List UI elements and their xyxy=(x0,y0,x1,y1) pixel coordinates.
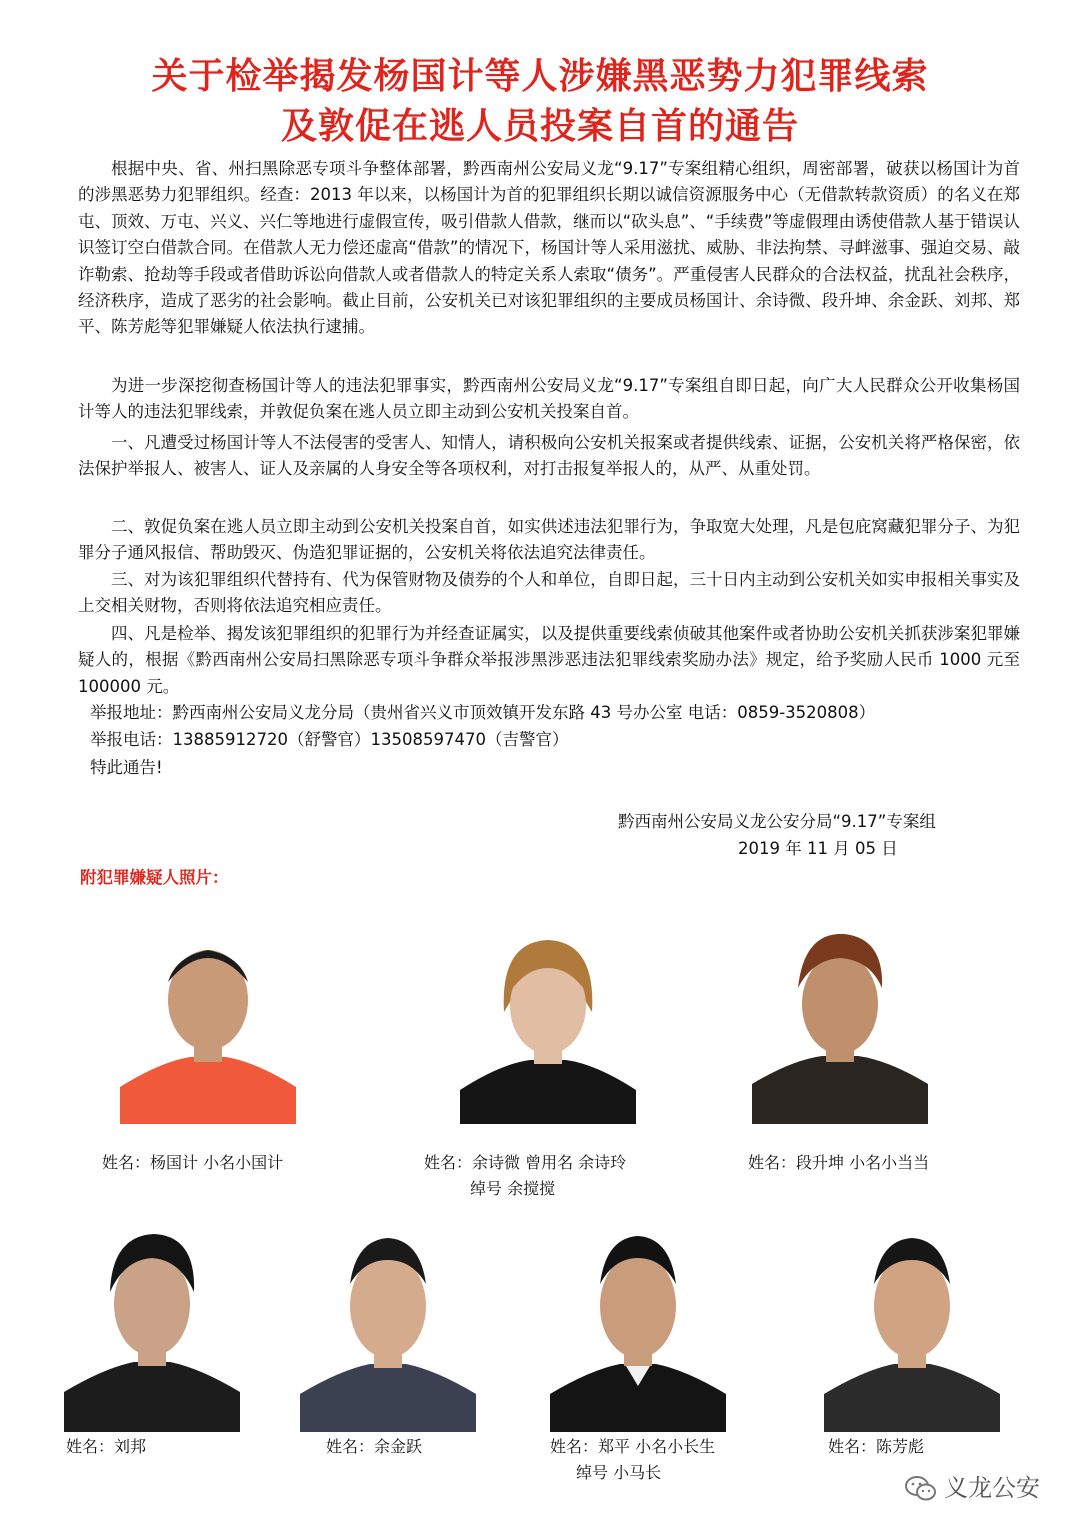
suspect-caption-1: 姓名：杨国计 小名小国计 xyxy=(102,1153,284,1172)
suspect-caption-7: 姓名：陈芳彪 xyxy=(828,1437,925,1456)
signature-date: 2019 年 11 月 05 日 xyxy=(738,839,898,858)
suspect-caption-2: 姓名：余诗微 曾用名 余诗玲 xyxy=(424,1153,627,1172)
suspect-photo-6 xyxy=(550,1210,726,1432)
signature-org: 黔西南州公安局义龙公安分局“9.17”专案组 xyxy=(618,812,936,831)
suspect-photo-5 xyxy=(300,1210,476,1432)
suspect-photo-7 xyxy=(824,1210,1000,1432)
suspect-caption-4: 姓名：刘邦 xyxy=(66,1437,147,1456)
paragraph-2: 为进一步深挖彻查杨国计等人的违法犯罪事实，黔西南州公安局义龙“9.17”专案组自即日起，向广大人民群众公开收集杨国计等人的违法犯罪线索，并敦促负案在逃人员立即主动到公安机关投案自首。 xyxy=(78,376,1020,422)
suspect-caption-5: 姓名：余金跃 xyxy=(326,1437,423,1456)
closing-text: 特此通告! xyxy=(90,758,163,777)
suspect-photo-3 xyxy=(752,912,928,1124)
paragraph-6: 四、凡是检举、揭发该犯罪组织的犯罪行为并经查证属实，以及提供重要线索侦破其他案件或者协助公安机关抓获涉案犯罪嫌疑人的，根据《黔西南州公安局扫黑除恶专项斗争群众举报涉黑涉恶违法犯罪线索奖励办法》规定，给予奖励人民币 1000 元至 100000 元。 xyxy=(78,624,1020,696)
attachment-label: 附犯罪嫌疑人照片： xyxy=(80,868,229,887)
paragraph-1: 根据中央、省、州扫黑除恶专项斗争整体部署，黔西南州公安局义龙“9.17”专案组精心组织，周密部署，破获以杨国计为首的涉黑恶势力犯罪组织。经查：2013 年以来，以杨国计为首的犯罪组织长期以诚信资源服务中心（无借款转款资质）的名义在郑屯、顶效、万屯、兴义、兴仁等地进行虚假宣传，吸引借款人借款，继而以“砍头息”、“手续费”等虚假理由诱使借款人基于错误认识签订空白借款合同。在借款人无力偿还虚高“借款”的情况下，杨国计等人采用滋扰、威胁、非法拘禁、寻衅滋事、强迫交易、敲诈勒索、抢劫等手段或者借助诉讼向借款人或者借款人的特定关系人索取“债务”。严重侵害人民群众的合法权益，扰乱社会秩序，经济秩序，造成了恶劣的社会影响。截止目前，公安机关已对该犯罪组织的主要成员杨国计、余诗微、段升坤、余金跃、刘邦、郑平、陈芳彪等犯罪嫌疑人依法执行逮捕。 xyxy=(78,159,1020,337)
suspect-photo-1 xyxy=(120,912,296,1124)
paragraph-5: 三、对为该犯罪组织代替持有、代为保管财物及债券的个人和单位，自即日起，三十日内主动到公安机关如实申报相关事实及上交相关财物，否则将依法追究相应责任。 xyxy=(78,570,1020,616)
watermark xyxy=(904,1468,1040,1503)
suspect-caption-2b: 绰号 余搅搅 xyxy=(470,1179,556,1198)
watermark-text: 义龙公安 xyxy=(944,1474,1040,1502)
paragraph-4: 二、敦促负案在逃人员立即主动到公安机关投案自首，如实供述违法犯罪行为，争取宽大处理，凡是包庇窝藏犯罪分子、为犯罪分子通风报信、帮助毁灭、伪造犯罪证据的，公安机关将依法追究法律责任。 xyxy=(78,517,1020,563)
suspect-caption-6: 姓名：郑平 小名小长生 xyxy=(550,1437,716,1456)
wechat-icon xyxy=(904,1475,938,1503)
suspect-photo-4 xyxy=(64,1210,240,1432)
report-address: 举报地址：黔西南州公安局义龙分局（贵州省兴义市顶效镇开发东路 43 号办公室 电话：0859-3520808） xyxy=(90,703,876,722)
report-phone: 举报电话：13885912720（舒警官）13508597470（吉警官） xyxy=(90,730,569,749)
suspect-caption-6b: 绰号 小马长 xyxy=(576,1463,662,1482)
paragraph-3: 一、凡遭受过杨国计等人不法侵害的受害人、知情人，请积极向公安机关报案或者提供线索、证据，公安机关将严格保密，依法保护举报人、被害人、证人及亲属的人身安全等各项权利，对打击报复举报人的，从严、从重处罚。 xyxy=(78,433,1020,479)
suspect-photo-2 xyxy=(460,912,636,1124)
notice-title-line1: 关于检举揭发杨国计等人涉嫌黑恶势力犯罪线索 xyxy=(151,55,929,97)
suspect-caption-3: 姓名：段升坤 小名小当当 xyxy=(748,1153,930,1172)
notice-title-line2: 及敦促在逃人员投案自首的通告 xyxy=(280,105,799,147)
